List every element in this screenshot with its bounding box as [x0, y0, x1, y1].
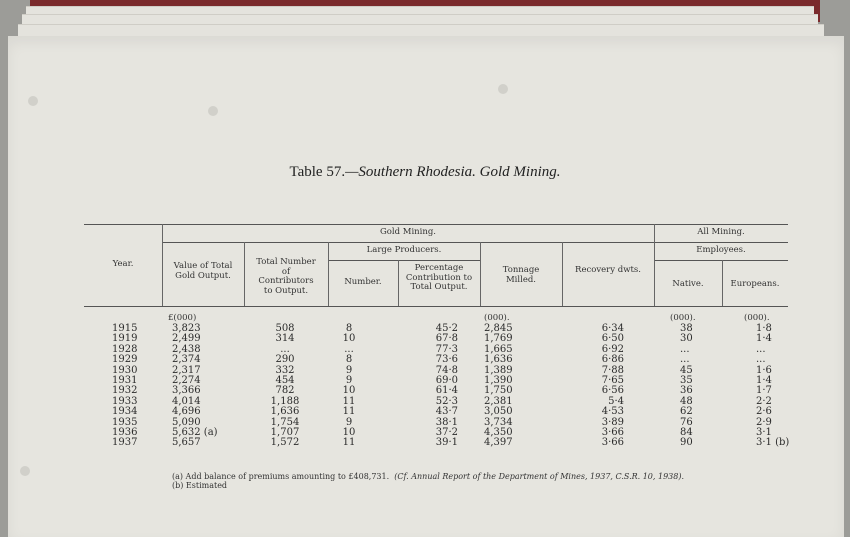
- header-year: Year.: [112, 259, 134, 269]
- col-rule: [244, 242, 245, 306]
- column-european: 1·8 1·4 ... ... 1·6 1·4 1·7 2·2 2·6 2·9 3·1 3·1 (b): [756, 323, 790, 449]
- paper-spot: [498, 84, 508, 94]
- header-native: Native.: [672, 279, 704, 289]
- rule-employees: [654, 260, 788, 261]
- header-recovery: Recovery dwts.: [575, 265, 641, 275]
- column-recovery: 6·34 6·50 6·92 6·86 7·88 7·65 6·56 5·4 4·53 3·89 3·66 3·66: [601, 323, 624, 449]
- rule-top: [84, 224, 788, 225]
- col-rule: [480, 242, 481, 306]
- header-all-mining: All Mining.: [697, 227, 745, 237]
- paper-spot: [20, 466, 30, 476]
- footnote-a-reference: (Cf. Annual Report of the Department of Mines, 1937, C.S.R. 10, 1938).: [394, 472, 685, 481]
- header-value: Value of Total Gold Output.: [173, 261, 233, 281]
- rule-header-bottom: [84, 306, 788, 307]
- header-tonnage: Tonnage Milled.: [502, 265, 540, 285]
- header-gold-mining: Gold Mining.: [379, 227, 436, 237]
- header-percentage: Percentage Contribution to Total Output.: [405, 263, 473, 292]
- footnote-a: [172, 473, 684, 482]
- column-value: 3,823 2,499 2,438 2,374 2,317 2,274 3,366 4,014 4,696 5,090 5,632 (a) 5,657: [172, 323, 218, 449]
- unit-native: (000).: [670, 313, 696, 323]
- column-tonnage: 2,845 1,769 1,665 1,636 1,389 1,390 1,750 2,381 3,050 3,734 4,350 4,397: [484, 323, 513, 449]
- header-contributors: Total Number of Contributors to Output.: [256, 257, 316, 296]
- table-title: [0, 164, 850, 181]
- unit-tonnage: (000).: [484, 313, 510, 323]
- header-employees: Employees.: [696, 245, 746, 255]
- header-number: Number.: [344, 277, 382, 287]
- paper-spot: [208, 106, 218, 116]
- column-native: 38 30 ... ... 45 35 36 48 62 76 84 90: [680, 323, 693, 449]
- table-title-subject: —Southern Rhodesia. Gold Mining.: [345, 164, 561, 180]
- column-contributors: 508 314 ... 290 332 454 782 1,188 1,636 1,754 1,707 1,572: [270, 323, 300, 449]
- paper-spot: [28, 96, 38, 106]
- col-rule: [398, 260, 399, 306]
- header-large-producers: Large Producers.: [366, 245, 442, 255]
- footnotes: [172, 473, 684, 490]
- unit-european: (000).: [744, 313, 770, 323]
- rule-large-producers: [328, 260, 480, 261]
- gold-mining-table: [84, 188, 788, 462]
- col-rule: [562, 242, 563, 306]
- unit-value: £(000): [168, 313, 197, 323]
- footnote-b: (b) Estimated: [172, 480, 228, 490]
- column-number: 8 10 ... 8 9 9 10 11 11 9 10 11: [342, 323, 356, 449]
- header-european: Europeans.: [730, 279, 780, 289]
- column-percentage: 45·2 67·8 77·3 73·6 74·8 69·0 61·4 52·3 43·7 38·1 37·2 39·1: [435, 323, 458, 449]
- column-years: 1915 1919 1928 1929 1930 1931 1932 1933 1934 1935 1936 1937: [112, 323, 138, 449]
- rule-group: [162, 242, 788, 243]
- footnote-a-text: (a) Add balance of premiums amounting to £408,731.: [172, 472, 390, 481]
- table-title-prefix: Table 57.: [289, 164, 346, 180]
